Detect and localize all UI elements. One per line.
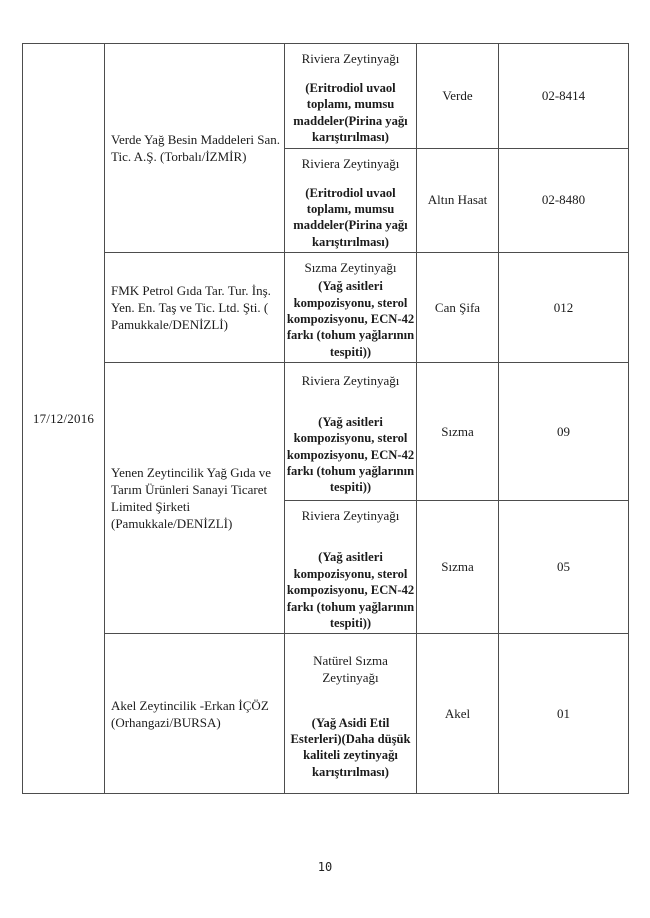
table-row (23, 44, 629, 149)
brand-cell: Altın Hasat (417, 148, 499, 253)
analysis-detail: (Eritrodiol uvaol toplamı, mumsu maddeler(Pirina yağı karıştırılması) (293, 81, 408, 145)
product-cell (285, 501, 417, 634)
analysis-detail: (Yağ asitleri kompozisyonu, sterol kompozisyonu, ECN-42 farkı (tohum yağlarının tespiti)) (286, 279, 415, 359)
code-cell: 012 (499, 253, 629, 363)
code-cell: 05 (499, 501, 629, 634)
table-row (23, 363, 629, 501)
analysis-detail: (Yağ Asidi Etil Esterleri)(Daha düşük kaliteli zeytinyağı karıştırılması) (290, 715, 411, 779)
date-cell: 17/12/2016 (23, 44, 105, 794)
brand-cell: Sızma (417, 501, 499, 634)
code-cell: 02-8480 (499, 148, 629, 253)
page-number: 10 (317, 860, 333, 874)
product-cell (285, 363, 417, 501)
product-name: Riviera Zeytinyağı (301, 155, 400, 171)
company-cell-verde: Verde Yağ Besin Maddeleri San. Tic. A.Ş. (Torbalı/İZMİR) (105, 44, 285, 253)
company-cell-yenen: Yenen Zeytincilik Yağ Gıda ve Tarım Ürünleri Sanayi Ticaret Limited Şirketi (Pamukkale/DENİZLİ) (105, 363, 285, 634)
product-name: Riviera Zeytinyağı (301, 372, 400, 388)
company-cell-fmk: FMK Petrol Gıda Tar. Tur. İnş. Yen. En. Taş ve Tic. Ltd. Şti. ( Pamukkale/DENİZLİ) (105, 253, 285, 363)
records-table (22, 43, 629, 794)
analysis-detail: (Yağ asitleri kompozisyonu, sterol kompozisyonu, ECN-42 farkı (tohum yağlarının tespiti)) (286, 414, 415, 495)
product-cell (285, 634, 417, 794)
product-cell (285, 253, 417, 363)
brand-cell: Can Şifa (417, 253, 499, 363)
analysis-detail: (Yağ asitleri kompozisyonu, sterol kompozisyonu, ECN-42 farkı (tohum yağlarının tespiti)) (286, 550, 415, 630)
product-cell (285, 44, 417, 149)
product-name: Sızma Zeytinyağı (304, 260, 397, 276)
product-name: Riviera Zeytinyağı (301, 508, 400, 524)
table-row (23, 634, 629, 794)
analysis-detail: (Eritrodiol uvaol toplamı, mumsu maddeler(Pirina yağı karıştırılması) (293, 185, 408, 249)
product-name: Natürel Sızma Zeytinyağı (313, 652, 388, 685)
brand-cell: Akel (417, 634, 499, 794)
code-cell: 02-8414 (499, 44, 629, 149)
code-cell: 01 (499, 634, 629, 794)
brand-cell: Verde (417, 44, 499, 149)
company-cell-akel: Akel Zeytincilik -Erkan İÇÖZ (Orhangazi/BURSA) (105, 634, 285, 794)
product-name: Riviera Zeytinyağı (301, 51, 400, 66)
product-cell (285, 148, 417, 253)
brand-cell: Sızma (417, 363, 499, 501)
table-row (23, 253, 629, 363)
code-cell: 09 (499, 363, 629, 501)
